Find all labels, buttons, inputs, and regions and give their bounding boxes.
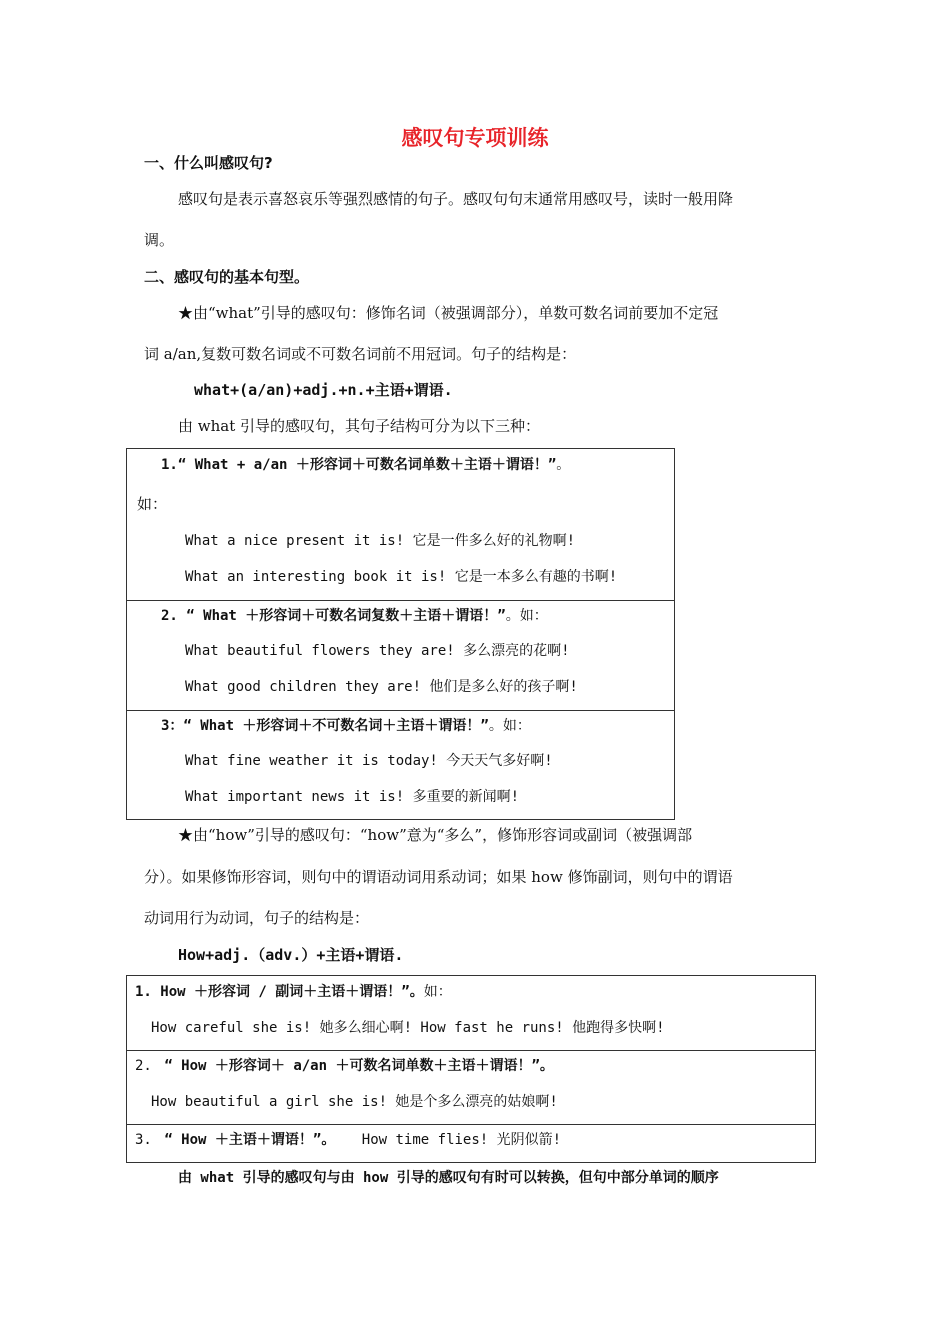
- closing-paragraph: 由 what 引导的感叹句与由 how 引导的感叹句有时可以转换，但句中部分单词的顺序: [178, 1170, 719, 1186]
- section-1-paragraph-line-2: 调。: [144, 231, 175, 249]
- how-pattern-2-number: 2.: [135, 1058, 152, 1074]
- section-1-paragraph-line-1: 感叹句是表示喜怒哀乐等强烈感情的句子。感叹句句末通常用感叹号，读时一般用降: [178, 190, 734, 208]
- how-pattern-3-number: 3.: [135, 1132, 152, 1148]
- what-pattern-1-example-1: What a nice present it is! 它是一件多么好的礼物啊!: [185, 533, 576, 549]
- what-pattern-2-tail: 。如：: [505, 608, 548, 624]
- table-divider: [127, 1124, 815, 1125]
- how-pattern-2-example: How beautiful a girl she is! 她是个多么漂亮的姑娘啊!: [151, 1094, 558, 1110]
- what-pattern-2-heading: [161, 605, 548, 625]
- how-pattern-1-examples: How careful she is! 她多么细心啊! How fast he runs! 他跑得多快啊!: [151, 1020, 665, 1036]
- what-pattern-1-formula: 1.“ What + a/an ＋形容词＋可数名词单数＋主语＋谓语！”: [161, 457, 557, 473]
- how-pattern-1-tail: 如：: [423, 984, 452, 1000]
- what-pattern-3-example-2: What important news it is! 多重要的新闻啊!: [185, 789, 520, 805]
- page-title: 感叹句专项训练: [401, 126, 549, 150]
- section-2-heading: 二、感叹句的基本句型。: [144, 268, 310, 286]
- how-pattern-1-heading: [135, 981, 452, 1001]
- what-pattern-3-example-1: What fine weather it is today! 今天天气多好啊!: [185, 753, 553, 769]
- how-pattern-1-formula: 1. How ＋形容词 / 副词＋主语＋谓语！”。: [135, 984, 424, 1000]
- what-intro-line-2: 词 a/an,复数可数名词或不可数名词前不用冠词。句子的结构是：: [144, 345, 577, 363]
- what-pattern-3-heading: [161, 715, 531, 735]
- how-intro-line-3: 动词用行为动词，句子的结构是：: [144, 909, 370, 927]
- section-1-heading: 一、什么叫感叹句?: [144, 154, 273, 172]
- how-intro-line-2: 分）。如果修饰形容词，则句中的谓语动词用系动词；如果 how 修饰副词，则句中的谓语: [144, 868, 733, 886]
- what-three-types: 由 what 引导的感叹句，其句子结构可分为以下三种：: [178, 417, 541, 435]
- table-divider: [127, 600, 674, 601]
- how-intro-line-1: ★由“how”引导的感叹句：“how”意为“多么”，修饰形容词或副词（被强调部: [178, 826, 693, 844]
- how-formula: How+adj.（adv.）+主语+谓语.: [178, 946, 404, 964]
- what-intro-line-1: ★由“what”引导的感叹句：修饰名词（被强调部分），单数可数名词前要加不定冠: [178, 304, 719, 322]
- what-pattern-table: [126, 448, 675, 820]
- what-pattern-1-heading: [161, 454, 570, 474]
- what-pattern-2-formula: 2. “ What ＋形容词＋可数名词复数＋主语＋谓语！”: [161, 608, 506, 624]
- how-pattern-3-formula: “ How ＋主语＋谓语！”。: [164, 1132, 336, 1148]
- how-pattern-2-heading: [135, 1055, 554, 1075]
- table-divider: [127, 1050, 815, 1051]
- how-pattern-3-heading: [135, 1129, 561, 1149]
- what-pattern-2-example-2: What good children they are! 他们是多么好的孩子啊!: [185, 679, 578, 695]
- how-pattern-table: [126, 975, 816, 1163]
- what-pattern-1-tail: 。: [556, 457, 571, 473]
- what-pattern-2-example-1: What beautiful flowers they are! 多么漂亮的花啊!: [185, 643, 570, 659]
- what-pattern-1-example-2: What an interesting book it is! 它是一本多么有趣的书啊!: [185, 569, 618, 585]
- what-pattern-3-formula: 3：“ What ＋形容词＋不可数名词＋主语＋谓语！”: [161, 718, 489, 734]
- what-pattern-1-ru: 如：: [137, 495, 168, 513]
- what-pattern-3-tail: 。如：: [488, 718, 531, 734]
- table-divider: [127, 710, 674, 711]
- how-pattern-3-example: How time flies! 光阴似箭!: [361, 1132, 562, 1148]
- what-formula: what+(a/an)+adj.+n.+主语+谓语.: [194, 381, 453, 399]
- how-pattern-2-formula: “ How ＋形容词＋ a/an ＋可数名词单数＋主语＋谓语！”。: [164, 1058, 554, 1074]
